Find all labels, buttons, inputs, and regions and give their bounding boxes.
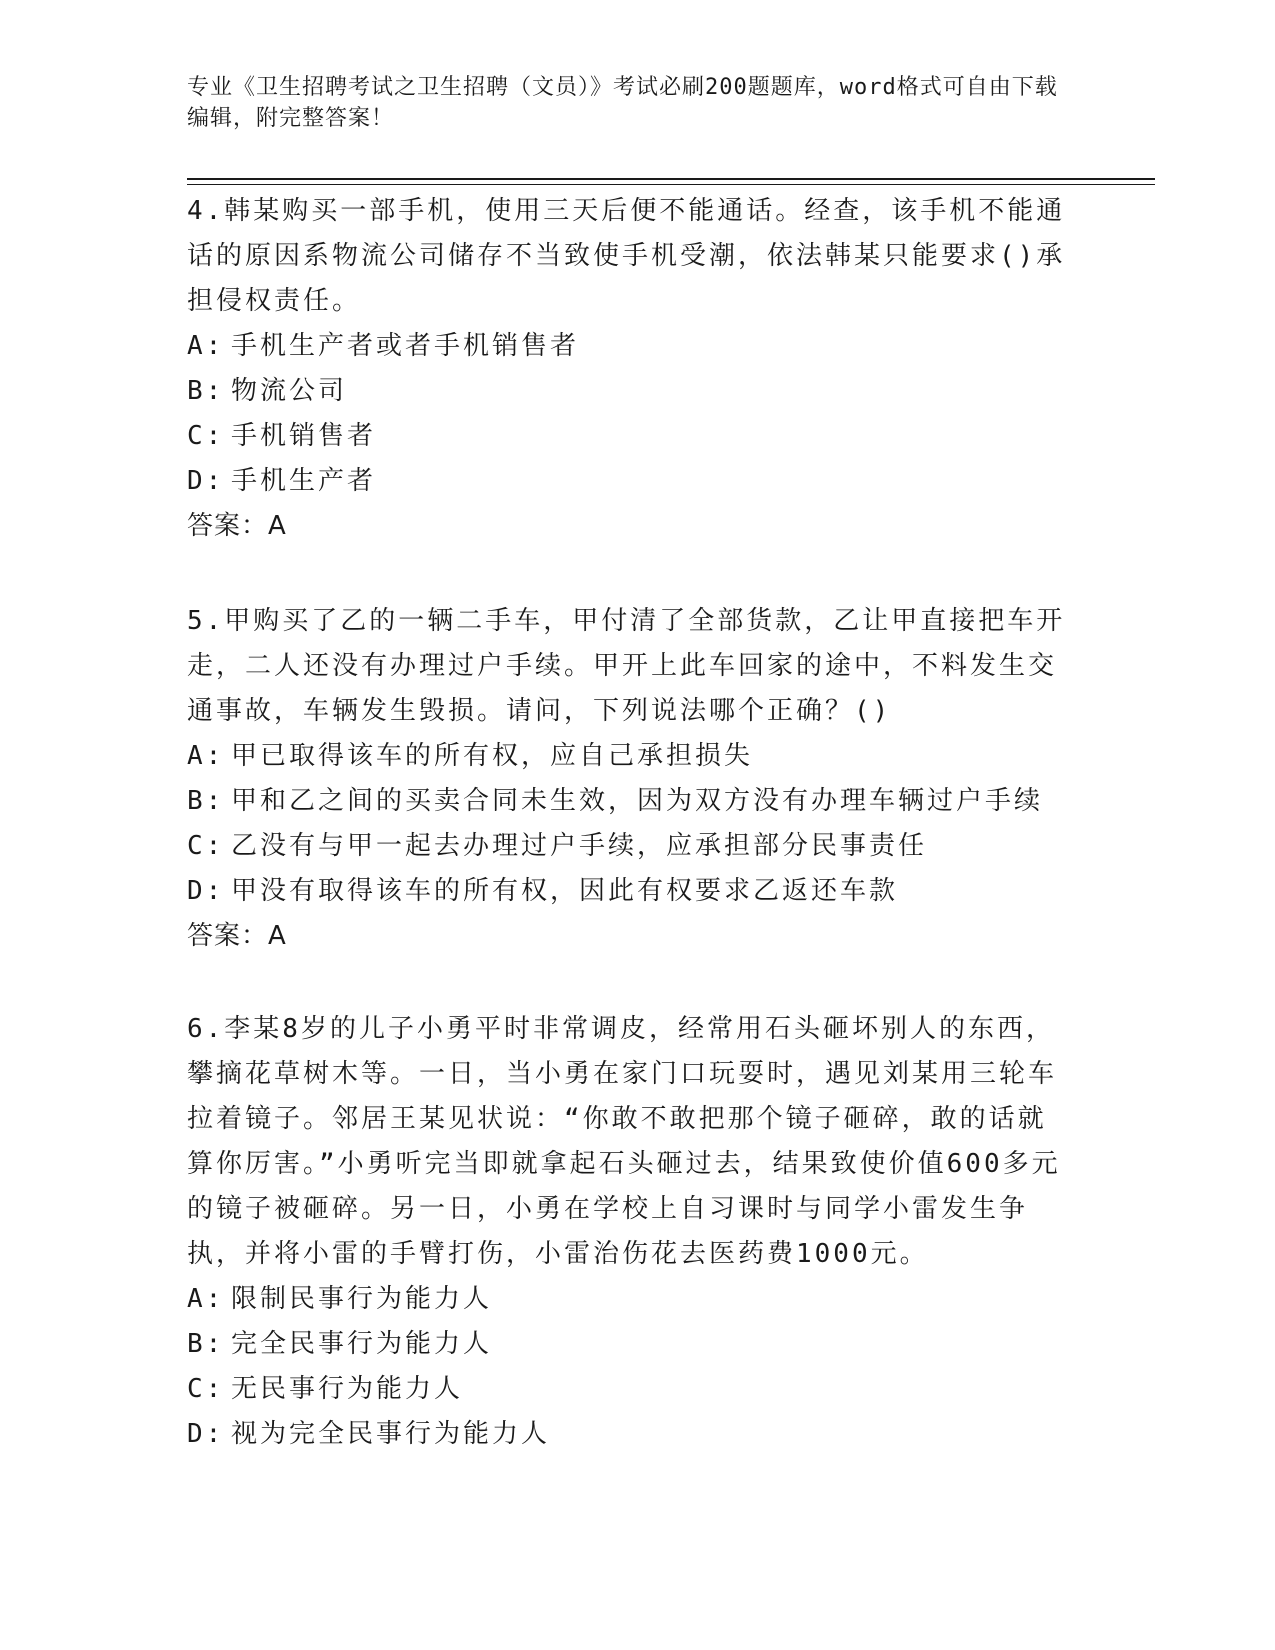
option-key: B: <box>187 1329 225 1359</box>
option-key: C: <box>187 1374 225 1404</box>
option-c <box>187 824 1067 869</box>
option-key: D: <box>187 1419 225 1449</box>
option-text: 手机生产者 <box>231 466 377 496</box>
question-5 <box>187 599 1067 959</box>
option-text: 乙没有与甲一起去办理过户手续，应承担部分民事责任 <box>231 831 928 861</box>
header-divider-thin <box>187 184 1155 185</box>
option-d <box>187 459 1067 504</box>
option-text: 手机销售者 <box>231 421 377 451</box>
option-key: A: <box>187 331 225 361</box>
option-text: 视为完全民事行为能力人 <box>231 1419 551 1449</box>
option-key: D: <box>187 876 225 906</box>
option-text: 甲没有取得该车的所有权，因此有权要求乙返还车款 <box>231 876 899 906</box>
option-key: A: <box>187 741 225 771</box>
question-stem: 6.李某8岁的儿子小勇平时非常调皮，经常用石头砸坏别人的东西，攀摘花草树木等。一日，当小勇在家门口玩耍时，遇见刘某用三轮车拉着镜子。邻居王某见状说：“你敢不敢把那个镜子砸碎，敢的话就算你厉害。”小勇听完当即就拿起石头砸过去，结果致使价值600多元的镜子被砸碎。另一日，小勇在学校上自习课时与同学小雷发生争执，并将小雷的手臂打伤，小雷治伤花去医药费1000元。 <box>187 1014 1061 1269</box>
answer-line: 答案：A <box>187 511 287 541</box>
option-key: D: <box>187 466 225 496</box>
option-text: 物流公司 <box>231 376 348 406</box>
option-key: A: <box>187 1284 225 1314</box>
option-c <box>187 1367 1067 1412</box>
option-d <box>187 1412 1067 1457</box>
option-b <box>187 779 1067 824</box>
option-key: B: <box>187 786 225 816</box>
option-text: 完全民事行为能力人 <box>231 1329 493 1359</box>
option-text: 手机生产者或者手机销售者 <box>231 331 580 361</box>
option-a <box>187 1277 1067 1322</box>
option-text: 无民事行为能力人 <box>231 1374 464 1404</box>
option-b <box>187 1322 1067 1367</box>
question-stem: 5.甲购买了乙的一辆二手车，甲付清了全部货款，乙让甲直接把车开走，二人还没有办理过户手续。甲开上此车回家的途中，不料发生交通事故，车辆发生毁损。请问，下列说法哪个正确？() <box>187 606 1066 726</box>
option-key: C: <box>187 831 225 861</box>
option-b <box>187 369 1067 414</box>
option-text: 甲已取得该车的所有权，应自己承担损失 <box>231 741 754 771</box>
option-text: 限制民事行为能力人 <box>231 1284 493 1314</box>
document-header: 专业《卫生招聘考试之卫生招聘（文员）》考试必刷200题题库，word格式可自由下载编辑，附完整答案！ <box>187 75 1058 131</box>
question-6 <box>187 1007 1067 1457</box>
option-d <box>187 869 1067 914</box>
option-text: 甲和乙之间的买卖合同未生效，因为双方没有办理车辆过户手续 <box>231 786 1044 816</box>
question-stem: 4.韩某购买一部手机，使用三天后便不能通话。经查，该手机不能通话的原因系物流公司储存不当致使手机受潮，依法韩某只能要求()承担侵权责任。 <box>187 196 1066 316</box>
option-key: C: <box>187 421 225 451</box>
option-key: B: <box>187 376 225 406</box>
answer-line: 答案：A <box>187 921 287 951</box>
option-a <box>187 734 1067 779</box>
question-4 <box>187 189 1067 549</box>
header-divider <box>187 178 1155 180</box>
option-c <box>187 414 1067 459</box>
option-a <box>187 324 1067 369</box>
